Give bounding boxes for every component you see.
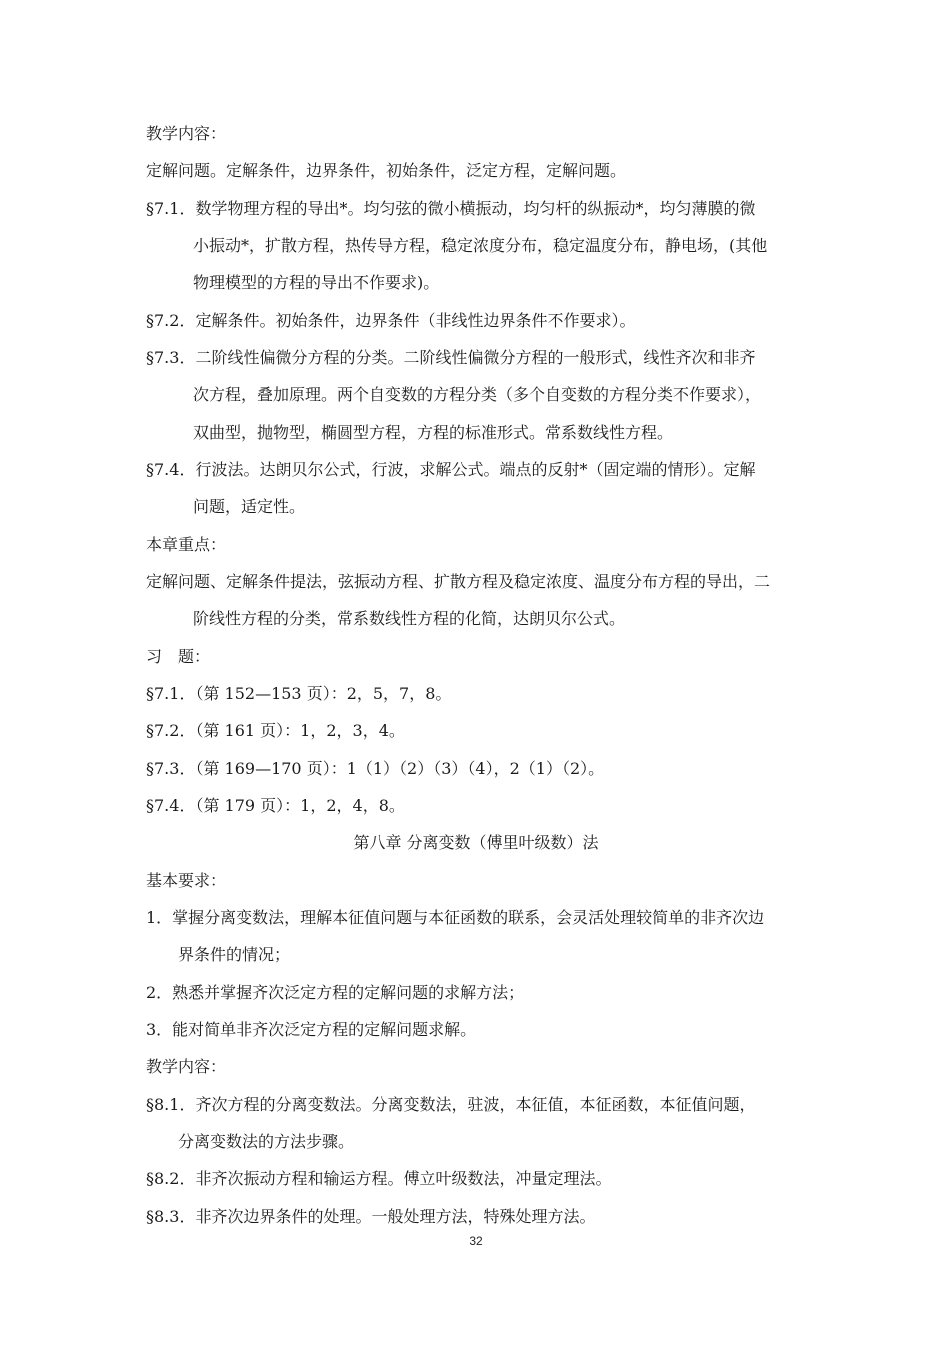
chapter-title: 第八章 分离变数（傅里叶级数）法	[353, 833, 599, 852]
paragraph-line: 小振动*，扩散方程，热传导方程，稳定浓度分布，稳定温度分布，静电场，(其他	[193, 236, 768, 255]
heading-basic-requirements: 基本要求：	[146, 871, 227, 890]
paragraph-line: 双曲型，抛物型，椭圆型方程，方程的标准形式。常系数线性方程。	[193, 423, 674, 442]
section-8-1: §8.1．齐次方程的分离变数法。分离变数法，驻波，本征值，本征函数，本征值问题，	[146, 1095, 756, 1114]
exercise-7-4: §7.4．（第 179 页）：1，2，4，8。	[146, 796, 405, 815]
exercise-7-1: §7.1．（第 152—153 页）：2，5，7，8。	[146, 684, 452, 703]
requirement-2: 2．熟悉并掌握齐次泛定方程的定解问题的求解方法；	[146, 983, 525, 1002]
heading-key-points: 本章重点：	[146, 535, 227, 554]
paragraph-line: 分离变数法的方法步骤。	[178, 1132, 355, 1151]
section-7-3: §7.3．二阶线性偏微分方程的分类。二阶线性偏微分方程的一般形式，线性齐次和非齐	[146, 348, 756, 367]
requirement-3: 3．能对简单非齐次泛定方程的定解问题求解。	[146, 1020, 477, 1039]
paragraph-line: 定解问题、定解条件提法，弦振动方程、扩散方程及稳定浓度、温度分布方程的导出，二	[146, 572, 771, 591]
section-7-2: §7.2．定解条件。初始条件，边界条件（非线性边界条件不作要求）。	[146, 311, 636, 330]
paragraph-line: 阶线性方程的分类，常系数线性方程的化简，达朗贝尔公式。	[193, 609, 626, 628]
paragraph-line: 次方程，叠加原理。两个自变数的方程分类（多个自变数的方程分类不作要求），	[193, 385, 762, 404]
paragraph-line: 定解问题。定解条件，边界条件，初始条件，泛定方程，定解问题。	[146, 161, 627, 180]
section-7-1: §7.1．数学物理方程的导出*。均匀弦的微小横振动，均匀杆的纵振动*，均匀薄膜的微	[146, 199, 756, 218]
heading-teaching-content: 教学内容：	[146, 124, 227, 143]
requirement-1: 1．掌握分离变数法，理解本征值问题与本征函数的联系，会灵活处理较简单的非齐次边	[146, 908, 765, 927]
section-8-2: §8.2．非齐次振动方程和输运方程。傅立叶级数法，冲量定理法。	[146, 1169, 612, 1188]
exercise-7-3: §7.3．（第 169—170 页）：1（1）（2）（3）（4），2（1）（2）。	[146, 759, 605, 778]
section-7-4: §7.4．行波法。达朗贝尔公式，行波，求解公式。端点的反射*（固定端的情形）。定解	[146, 460, 756, 479]
heading-exercises: 习 题：	[146, 647, 211, 666]
page-number: 32	[469, 1234, 483, 1248]
paragraph-line: 物理模型的方程的导出不作要求)。	[193, 273, 440, 292]
paragraph-line: 界条件的情况；	[178, 945, 291, 964]
exercise-7-2: §7.2．（第 161 页）：1，2，3，4。	[146, 721, 405, 740]
paragraph-line: 问题，适定性。	[193, 497, 306, 516]
heading-teaching-content-2: 教学内容：	[146, 1057, 227, 1076]
section-8-3: §8.3．非齐次边界条件的处理。一般处理方法，特殊处理方法。	[146, 1207, 596, 1226]
